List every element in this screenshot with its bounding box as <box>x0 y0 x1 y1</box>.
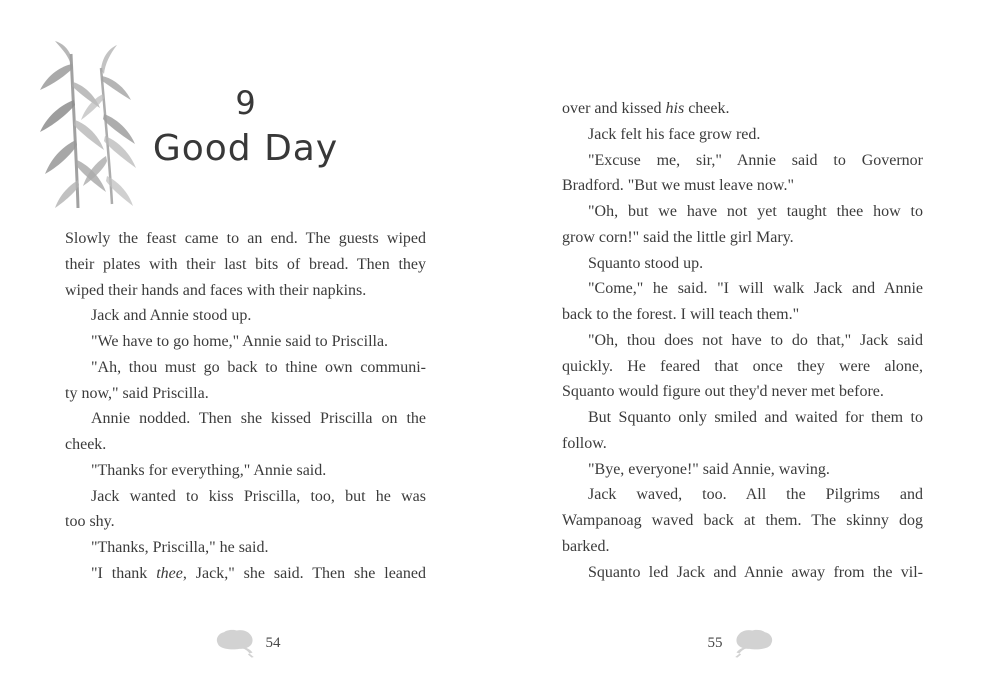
text-line: Annie nodded. Then she kissed Priscilla on the <box>91 410 426 428</box>
text-line: barked. <box>562 537 610 555</box>
text-line: over and kissed his cheek. <box>562 100 730 117</box>
text-line: follow. <box>562 434 607 452</box>
chapter-number: 9 <box>235 84 256 122</box>
turkey-icon <box>730 628 778 658</box>
text-line: "Bye, everyone!" said Annie, waving. <box>588 460 830 478</box>
text-line: "We have to go home," Annie said to Priscilla. <box>91 333 389 350</box>
text-line: too shy. <box>65 513 115 531</box>
text-line: "Excuse me, sir," Annie said to Governor <box>588 151 923 169</box>
text-line: back to the forest. I will teach them." <box>562 306 800 323</box>
page-left <box>0 0 493 683</box>
text-line: cheek. <box>65 436 107 453</box>
page-right <box>493 0 987 683</box>
text-line: Bradford. "But we must leave now." <box>562 177 794 195</box>
text-line: Jack waved, too. All the Pilgrims and <box>588 486 923 504</box>
left-page-text <box>65 226 426 587</box>
text-line: Squanto would figure out they'd never met before. <box>562 383 884 401</box>
text-line: "Thanks, Priscilla," he said. <box>91 539 269 556</box>
text-line: Jack wanted to kiss Priscilla, too, but he was <box>91 487 426 505</box>
page-number: 55 <box>707 634 723 651</box>
text-line: "Ah, thou must go back to thine own communi- <box>91 358 426 376</box>
text-line: "Oh, but we have not yet taught thee how to <box>588 203 923 220</box>
page-number: 54 <box>265 634 281 651</box>
left-page-footer <box>65 627 426 659</box>
text-line: "Come," he said. "I will walk Jack and Annie <box>588 280 923 298</box>
text-line: ty now," said Priscilla. <box>65 384 209 402</box>
text-line: their plates with their last bits of bread. Then they <box>65 255 426 273</box>
chapter-heading <box>65 83 426 175</box>
text-line: quickly. He feared that once they were alone, <box>562 357 923 375</box>
text-line: "Thanks for everything," Annie said. <box>91 461 327 479</box>
text-line: But Squanto only smiled and waited for them to <box>588 409 923 426</box>
right-page-text <box>562 96 923 585</box>
text-line: "Oh, thou does not have to do that," Jack said <box>588 331 923 349</box>
text-line: wiped their hands and faces with their napkins. <box>65 281 367 299</box>
chapter-title: Good Day <box>152 128 339 169</box>
text-line: grow corn!" said the little girl Mary. <box>562 228 794 246</box>
text-line: Jack and Annie stood up. <box>91 307 252 325</box>
text-line: Squanto stood up. <box>588 254 704 272</box>
right-page-footer <box>562 627 923 659</box>
text-line: Wampanoag waved back at them. The skinny dog <box>562 512 923 529</box>
text-line: Slowly the feast came to an end. The guests wiped <box>65 230 426 247</box>
text-line: Squanto led Jack and Annie away from the vil- <box>588 563 923 581</box>
text-line: "I thank thee, Jack," she said. Then she leaned <box>91 564 427 582</box>
text-line: Jack felt his face grow red. <box>588 125 761 143</box>
turkey-icon <box>211 628 259 658</box>
